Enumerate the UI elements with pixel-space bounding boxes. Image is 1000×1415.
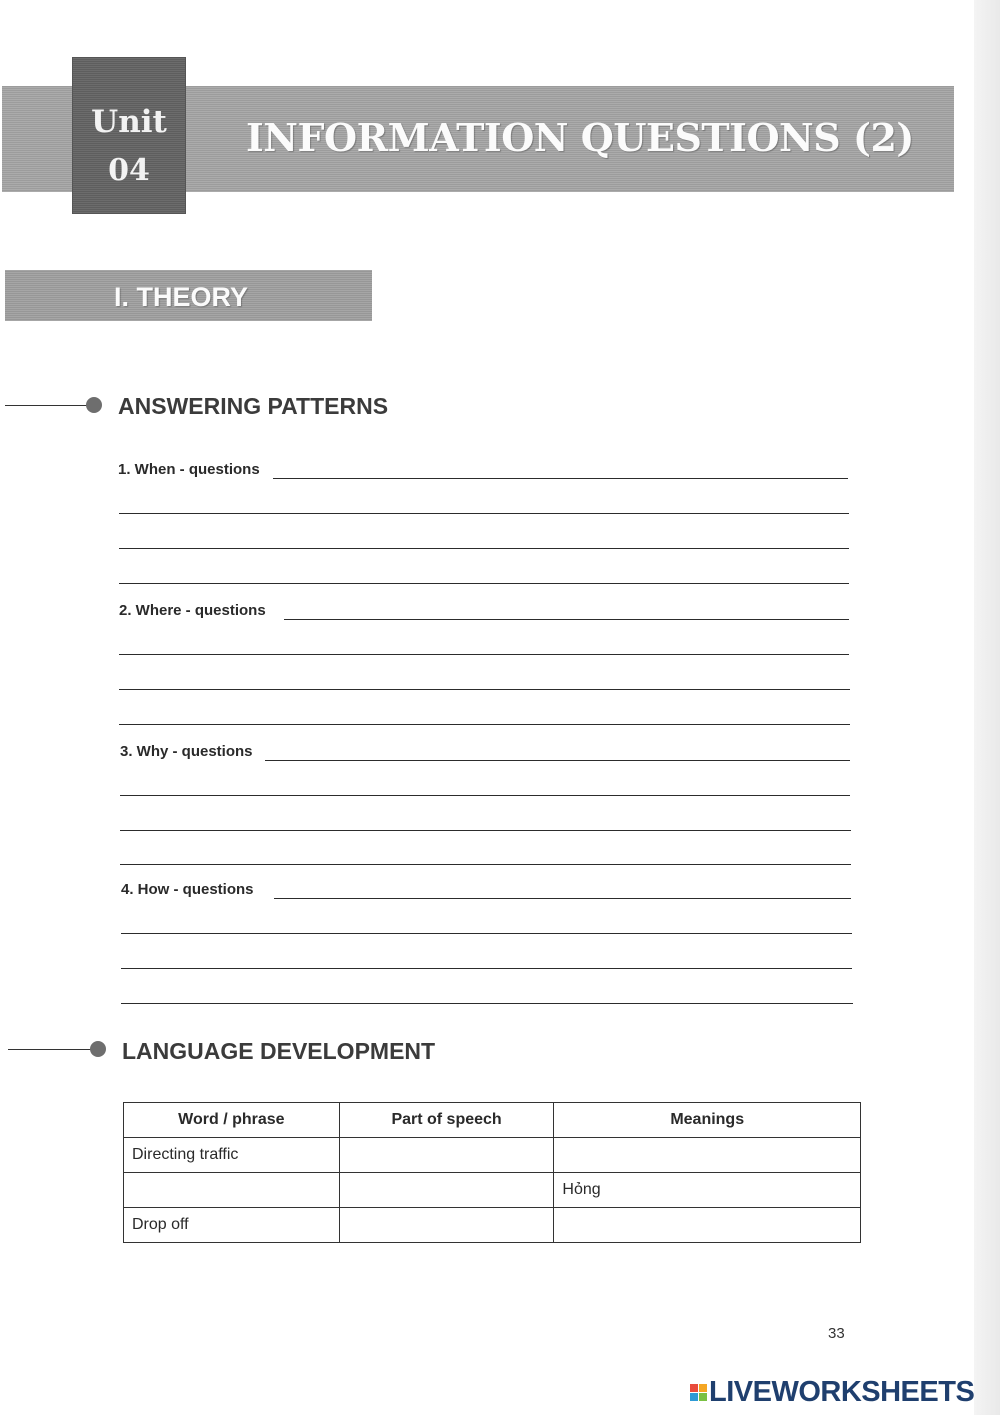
answering-patterns-rule [5,405,87,406]
logo-square [690,1384,698,1392]
answer-line[interactable] [265,760,850,761]
answer-line[interactable] [121,1003,853,1004]
section-title: I. THEORY [114,282,249,312]
bullet-dot-icon [90,1041,106,1057]
table-cell[interactable]: Directing traffic [124,1138,340,1173]
vocabulary-table [123,1102,861,1243]
unit-number: 04 [108,153,150,188]
table-cell[interactable]: Drop off [124,1208,340,1243]
bullet-dot-icon [86,397,102,413]
table-header-row [124,1103,861,1138]
table-cell[interactable]: Hỏng [554,1173,861,1208]
liveworksheets-grid-icon [690,1384,707,1401]
answer-line[interactable] [120,795,850,796]
unit-label: Unit [91,104,167,140]
answer-line[interactable] [120,864,851,865]
language-development-rule [8,1049,92,1050]
table-cell[interactable] [124,1173,340,1208]
table-header-word: Word / phrase [124,1103,340,1138]
liveworksheets-logo [690,1376,974,1408]
answer-line[interactable] [119,548,849,549]
table-row [124,1208,861,1243]
table-header-part-of-speech: Part of speech [339,1103,554,1138]
table-header-meanings: Meanings [554,1103,861,1138]
language-development-title: LANGUAGE DEVELOPMENT [122,1038,436,1064]
answer-line[interactable] [119,654,849,655]
question-label-where: 2. Where - questions [119,602,266,619]
page-number: 33 [828,1325,845,1342]
answer-line[interactable] [119,724,850,725]
answer-line[interactable] [121,933,852,934]
table-cell[interactable] [339,1138,554,1173]
answer-line[interactable] [274,898,851,899]
liveworksheets-logo-text: LIVEWORKSHEETS [709,1376,975,1408]
answer-line[interactable] [119,583,849,584]
question-label-why: 3. Why - questions [120,743,253,760]
table-cell[interactable] [339,1173,554,1208]
unit-badge [72,57,186,214]
answer-line[interactable] [120,830,851,831]
logo-square [690,1393,698,1401]
answering-patterns-title: ANSWERING PATTERNS [118,393,389,419]
answer-line[interactable] [119,513,849,514]
table-cell[interactable] [554,1208,861,1243]
page-edge-shadow [974,0,1000,1415]
answer-line[interactable] [284,619,849,620]
question-label-how: 4. How - questions [121,881,254,898]
logo-square [699,1384,707,1392]
table-cell[interactable] [554,1138,861,1173]
answer-line[interactable] [273,478,848,479]
table-cell[interactable] [339,1208,554,1243]
answer-line[interactable] [121,968,852,969]
answer-line[interactable] [119,689,850,690]
table-row [124,1173,861,1208]
logo-square [699,1393,707,1401]
question-label-when: 1. When - questions [118,461,260,478]
table-row [124,1138,861,1173]
page-title: INFORMATION QUESTIONS (2) [246,115,914,160]
